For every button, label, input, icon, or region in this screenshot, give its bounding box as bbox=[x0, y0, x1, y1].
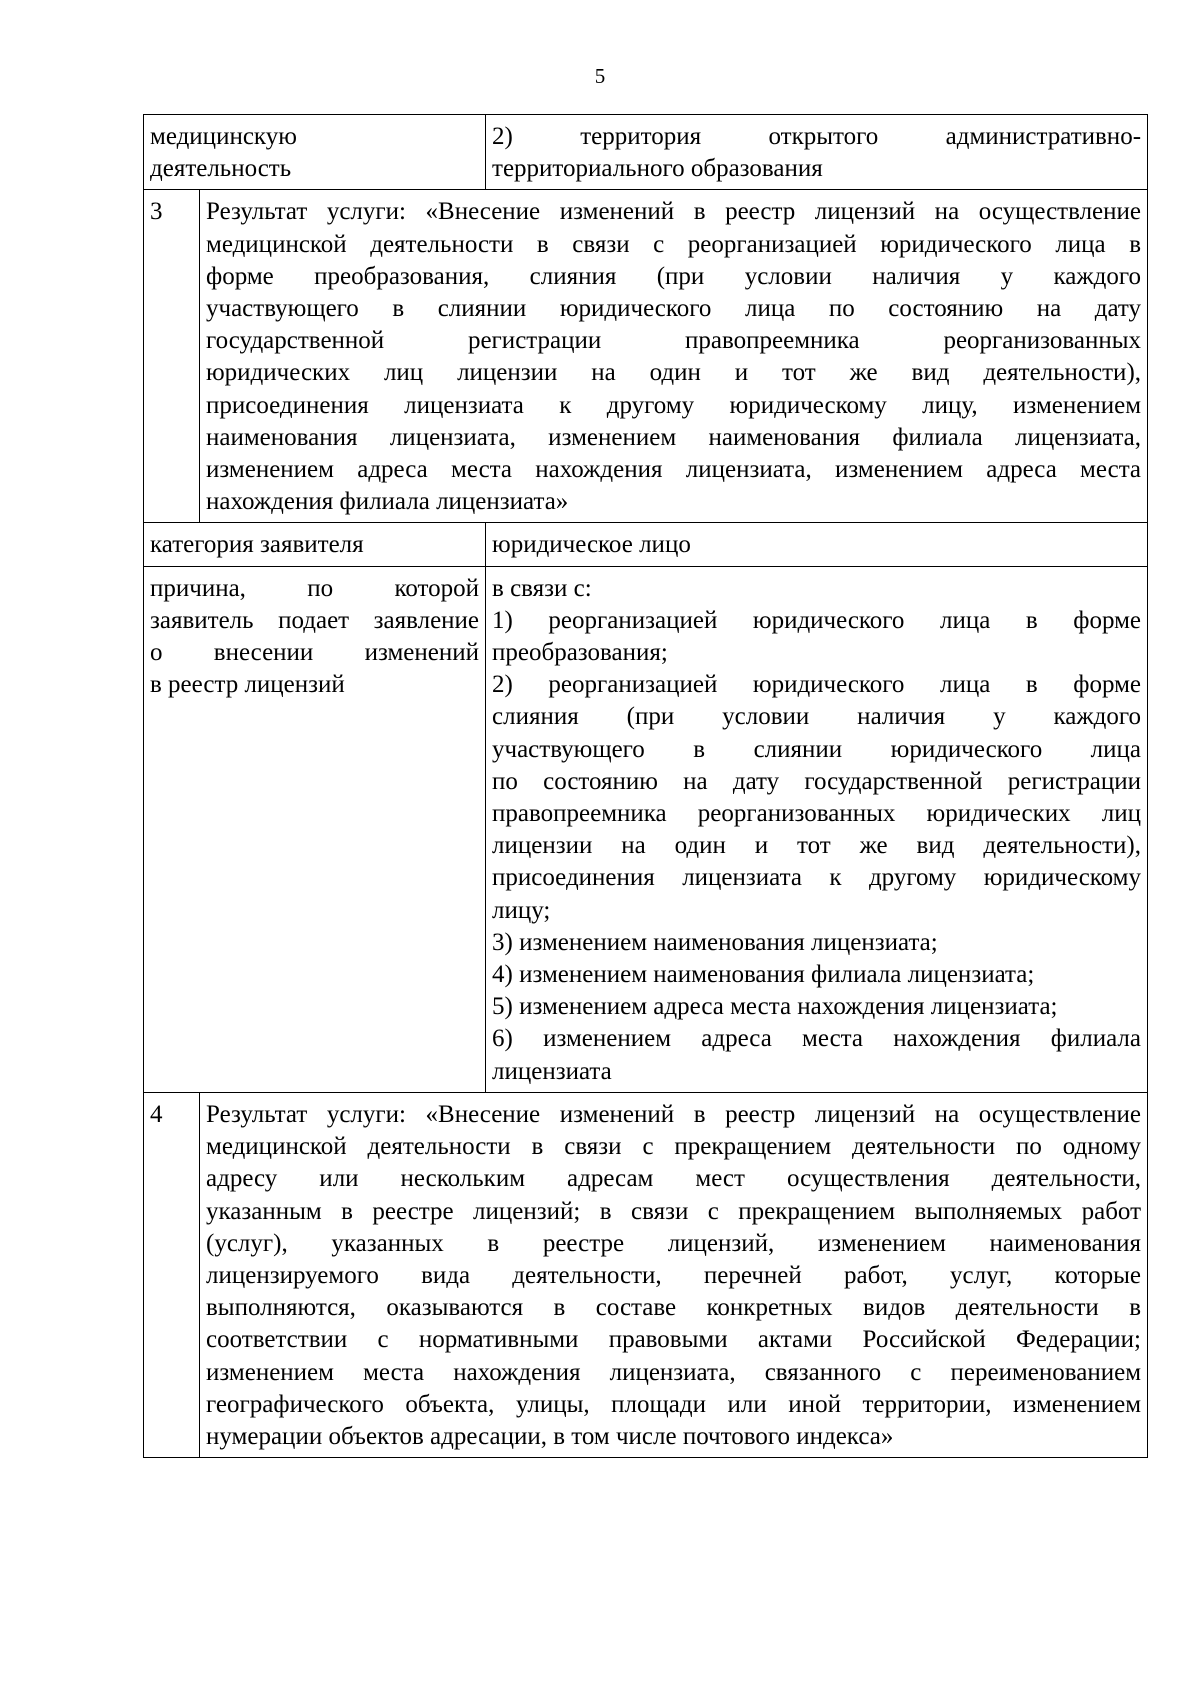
table-row-4 bbox=[144, 1092, 1148, 1457]
cell-line: 5) изменением адреса места нахождения лицензиата; bbox=[492, 993, 1058, 1021]
row-number: 3 bbox=[144, 190, 200, 523]
cell-line: территориального образования bbox=[492, 155, 823, 183]
cell-line: заявитель подает заявление bbox=[150, 606, 480, 634]
cell-line: лицензии на один и тот же вид деятельности), bbox=[492, 832, 1142, 860]
cell-line: соответствии с нормативными правовыми актами Российской Федерации; bbox=[206, 1326, 1142, 1354]
cell-line: Результат услуги: «Внесение изменений в реестр лицензий на осуществление bbox=[206, 198, 1142, 226]
cell-line: государственной регистрации правопреемника реорганизованных bbox=[206, 327, 1142, 355]
cell-line: 6) изменением адреса места нахождения филиала bbox=[492, 1025, 1142, 1053]
cell-line: причина, по которой bbox=[150, 574, 480, 602]
table-row-continuation bbox=[144, 115, 1148, 190]
cell-line: форме преобразования, слияния (при условии наличия у каждого bbox=[206, 262, 1142, 290]
cell-line: адресу или нескольким адресам мест осуществления деятельности, bbox=[206, 1165, 1142, 1193]
document-table bbox=[143, 114, 1148, 1458]
cell-line: 3) изменением наименования лицензиата; bbox=[492, 928, 938, 956]
cell-line: по состоянию на дату государственной регистрации bbox=[492, 767, 1142, 795]
cell-line: 4) изменением наименования филиала лицензиата; bbox=[492, 961, 1035, 989]
cell-territory bbox=[486, 115, 1148, 190]
page-number: 5 bbox=[594, 64, 606, 88]
cell-line: 2) реорганизацией юридического лица в форме bbox=[492, 671, 1142, 699]
cell-line: изменением адреса места нахождения лицензиата, изменением адреса места bbox=[206, 456, 1142, 484]
cell-line: медицинской деятельности в связи с прекращением деятельности по одному bbox=[206, 1133, 1142, 1161]
cell-line: в связи с: bbox=[492, 574, 592, 602]
cell-line: медицинскую bbox=[150, 123, 297, 150]
cell-line: деятельность bbox=[150, 155, 292, 183]
cell-category-value bbox=[486, 523, 1148, 566]
cell-line: лицензируемого вида деятельности, перечней работ, услуг, которые bbox=[206, 1261, 1142, 1289]
cell-line: Результат услуги: «Внесение изменений в реестр лицензий на осуществление bbox=[206, 1100, 1142, 1128]
service-result-text bbox=[200, 1092, 1148, 1457]
cell-category-label bbox=[144, 523, 486, 566]
cell-line: изменением места нахождения лицензиата, связанного с переименованием bbox=[206, 1358, 1142, 1386]
table-row-3 bbox=[144, 190, 1148, 523]
cell-reason-list bbox=[486, 566, 1148, 1092]
cell-line: нумерации объектов адресации, в том числе почтового индекса» bbox=[206, 1422, 894, 1450]
cell-line: наименования лицензиата, изменением наименования филиала лицензиата, bbox=[206, 423, 1142, 451]
cell-line: юридическое лицо bbox=[492, 531, 691, 559]
cell-line: лицу; bbox=[492, 896, 551, 924]
cell-line: присоединения лицензиата к другому юридическому лицу, изменением bbox=[206, 391, 1142, 419]
row-number: 4 bbox=[144, 1092, 200, 1457]
cell-line: правопреемника реорганизованных юридических лиц bbox=[492, 800, 1142, 828]
cell-reason-label bbox=[144, 566, 486, 1092]
cell-line: участвующего в слиянии юридического лица по состоянию на дату bbox=[206, 295, 1142, 323]
cell-line: категория заявителя bbox=[150, 531, 364, 559]
cell-line: преобразования; bbox=[492, 639, 668, 667]
cell-line: 1) реорганизацией юридического лица в форме bbox=[492, 606, 1142, 634]
service-result-text bbox=[200, 190, 1148, 523]
cell-line: географического объекта, улицы, площади или иной территории, изменением bbox=[206, 1390, 1142, 1418]
cell-line: присоединения лицензиата к другому юридическому bbox=[492, 864, 1142, 892]
cell-line: участвующего в слиянии юридического лица bbox=[492, 735, 1142, 763]
cell-line: о внесении изменений bbox=[150, 639, 480, 667]
cell-activity-label bbox=[144, 115, 486, 190]
cell-line: лицензиата bbox=[492, 1057, 612, 1085]
cell-line: указанным в реестре лицензий; в связи с прекращением выполняемых работ bbox=[206, 1197, 1142, 1225]
cell-line: выполняются, оказываются в составе конкретных видов деятельности в bbox=[206, 1294, 1142, 1322]
cell-line: слияния (при условии наличия у каждого bbox=[492, 703, 1142, 731]
table-row-reason bbox=[144, 566, 1148, 1092]
cell-line: 2) территория открытого административно- bbox=[492, 123, 1142, 150]
cell-line: юридических лиц лицензии на один и тот же вид деятельности), bbox=[206, 359, 1142, 387]
cell-line: медицинской деятельности в связи с реорганизацией юридического лица в bbox=[206, 230, 1142, 258]
table-row-category bbox=[144, 523, 1148, 566]
cell-line: нахождения филиала лицензиата» bbox=[206, 488, 569, 516]
cell-line: (услуг), указанных в реестре лицензий, изменением наименования bbox=[206, 1229, 1142, 1257]
cell-line: в реестр лицензий bbox=[150, 671, 345, 699]
